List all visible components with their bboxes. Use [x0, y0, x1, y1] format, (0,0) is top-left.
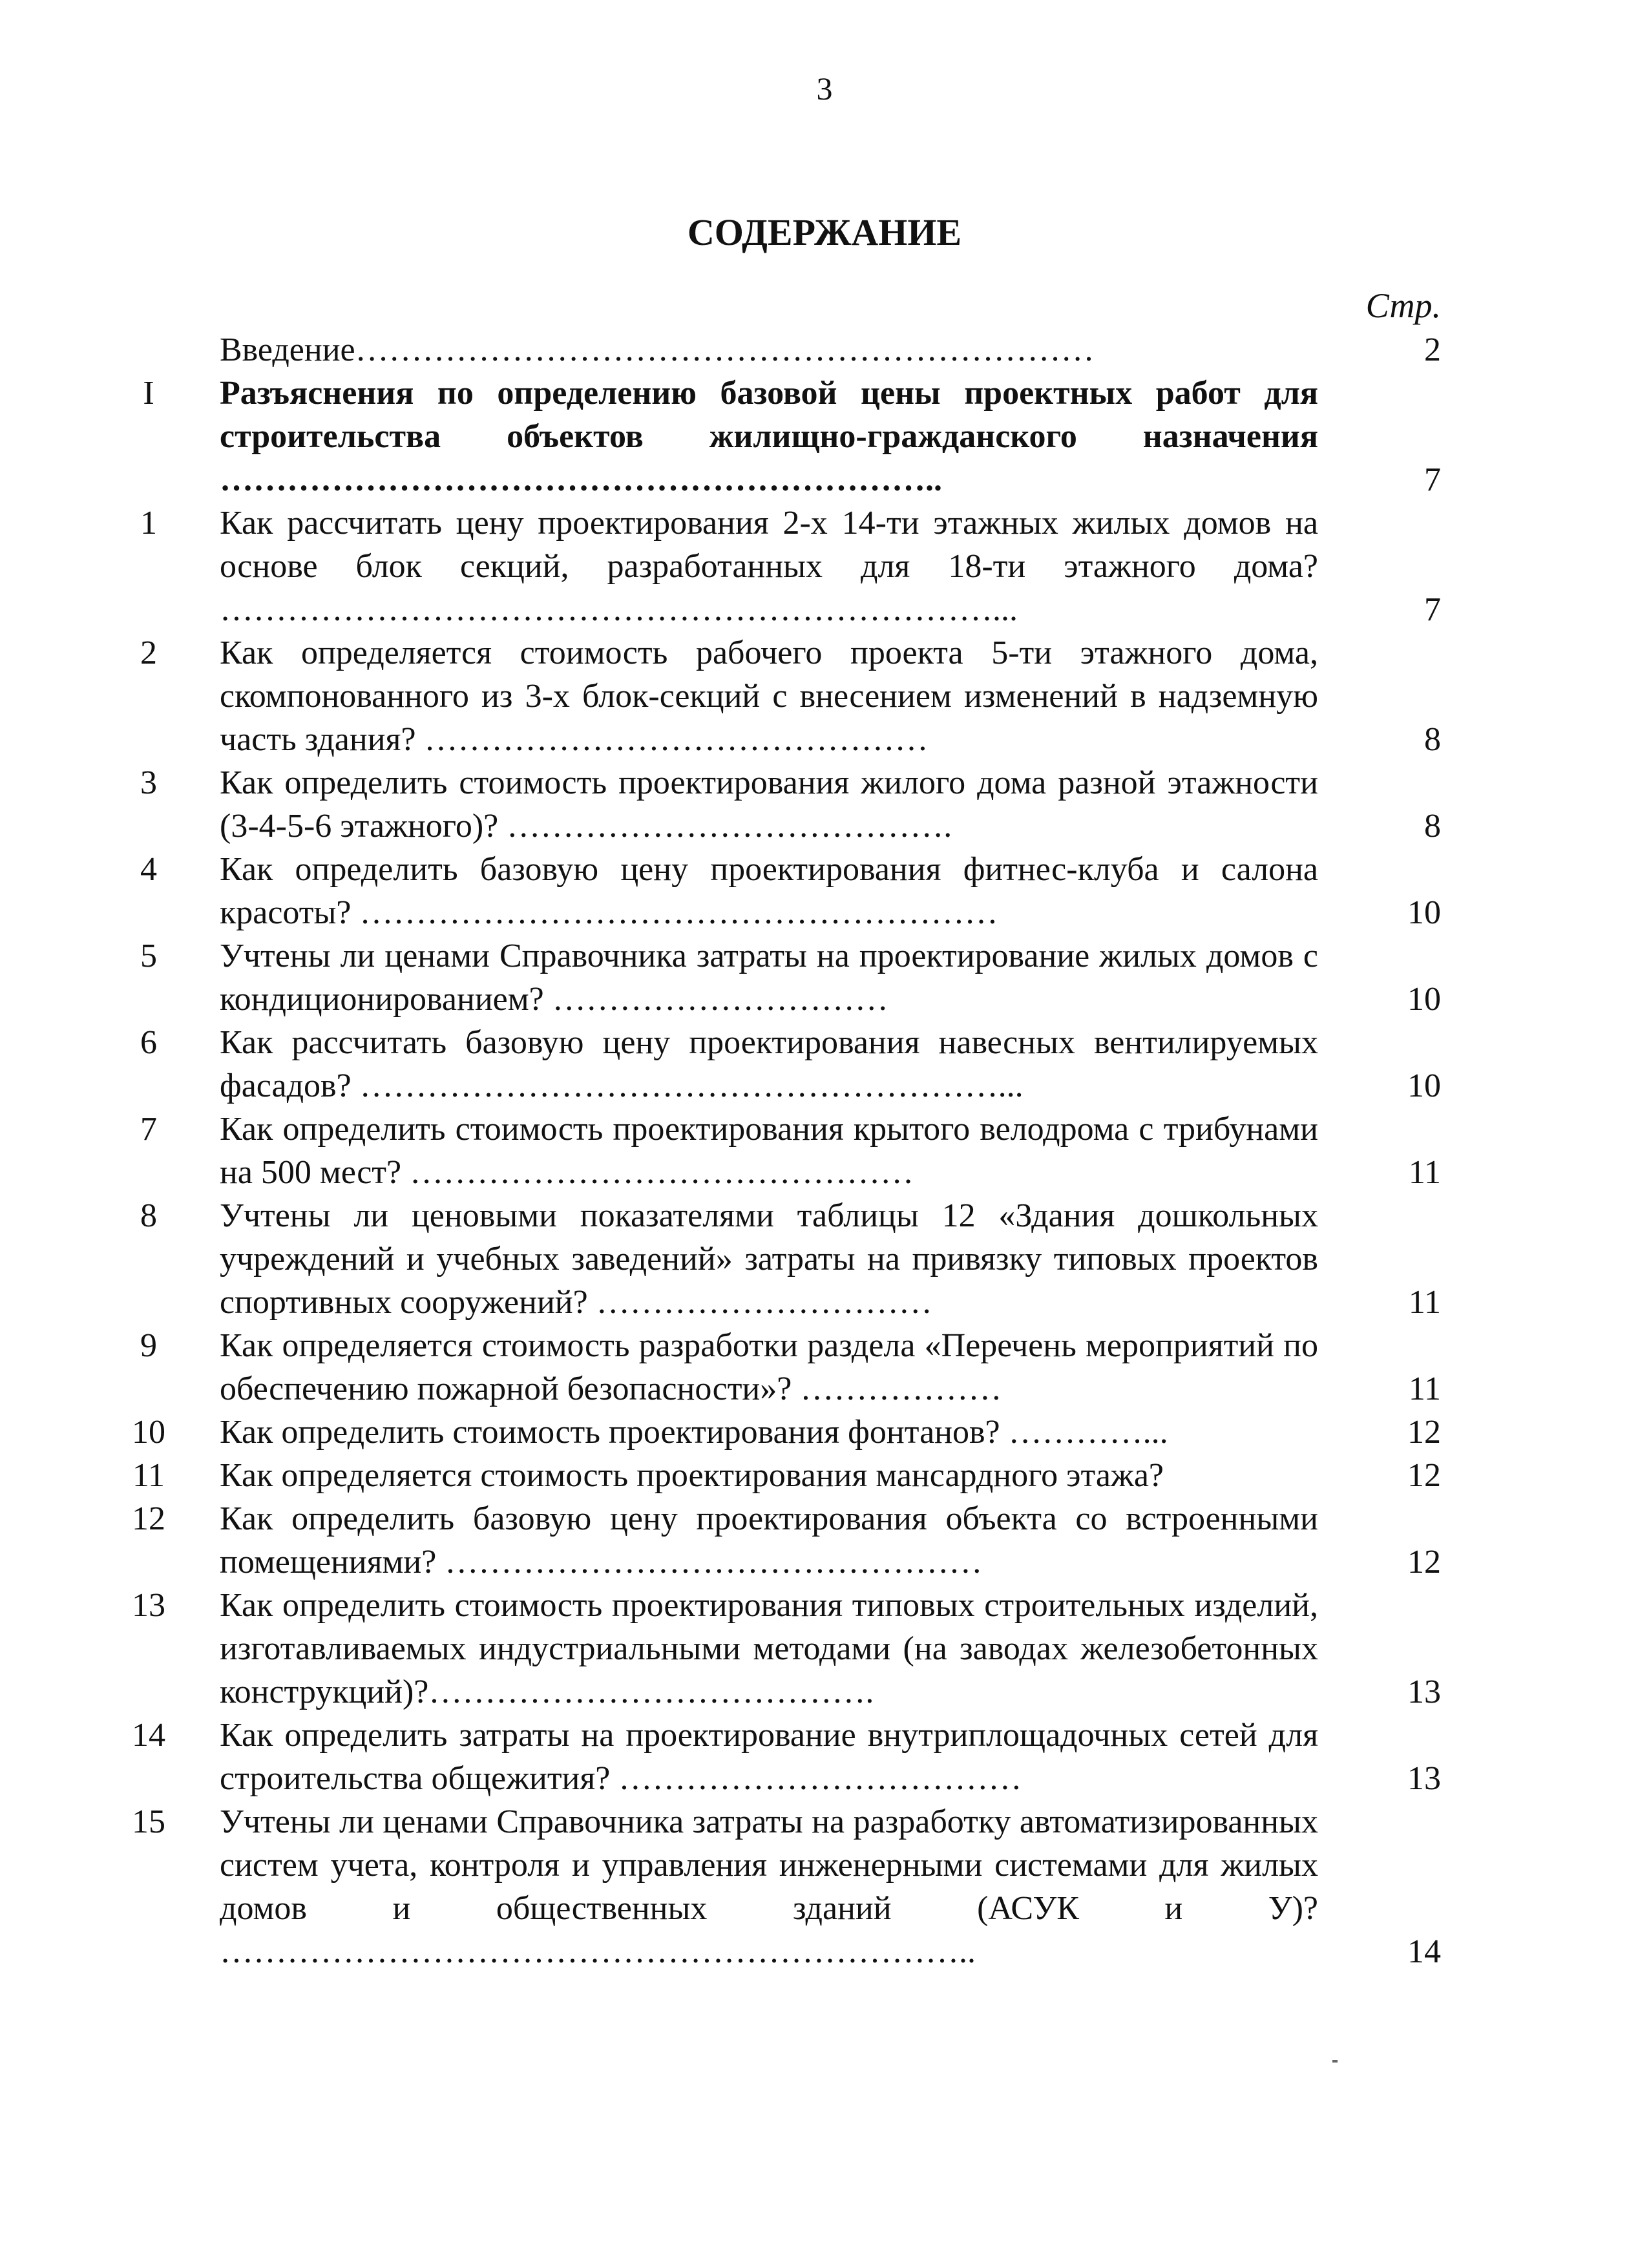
toc-entry-text: Разъяснения по определению базовой цены проектных работ для строительства объектов жилищно-гражданского назначения ……………………………………………………….. [220, 375, 1318, 498]
toc-title: СОДЕРЖАНИЕ [687, 211, 962, 253]
scan-speck [1332, 2060, 1338, 2063]
toc-entry-number: 11 [132, 1457, 165, 1494]
toc-entry-text: Как определить стоимость проектирования типовых строительных изделий, изготавливаемых индустриальными методами (на заводах железобетонных конструкций)?…………………………………. [220, 1587, 1318, 1710]
toc-entry-text: Учтены ли ценами Справочника затраты на разработку автоматизированных систем учета, контроля и управления инженерными системами для жилых домов и общественных зданий (АСУК и У)? ………………………………………………………….. [220, 1803, 1318, 1970]
toc-entry-text: Как рассчитать базовую цену проектирования навесных вентилируемых фасадов? …………………………………………………... [220, 1024, 1318, 1104]
toc-entry-number: 13 [132, 1587, 165, 1624]
toc-entry-text: Как определяется стоимость проектирования мансардного этажа? [220, 1457, 1164, 1494]
toc-entry-page: 12 [1407, 1457, 1441, 1494]
toc-entry-text: Учтены ли ценами Справочника затраты на проектирование жилых домов с кондиционированием? ………………………… [220, 938, 1318, 1018]
toc-entry-number: 5 [140, 938, 157, 974]
toc-entry-text: Как определить затраты на проектирование внутриплощадочных сетей для строительства общежития? ……………………………… [220, 1717, 1318, 1797]
toc-entry-page: 10 [1407, 1067, 1441, 1104]
toc-entry-number: 4 [140, 851, 157, 888]
page-column-label: Стр. [1365, 286, 1441, 325]
toc-entry-page: 7 [1424, 591, 1441, 628]
toc-entry-number: 14 [132, 1717, 165, 1754]
toc-entry-page: 8 [1424, 808, 1441, 845]
toc-entry-page: 12 [1407, 1544, 1441, 1580]
toc-entry-number: 12 [132, 1500, 165, 1537]
toc-entry-text: Как определить базовую цену проектирования фитнес-клуба и салона красоты? ………………………………………………… [220, 851, 1318, 931]
toc-entry-number: 1 [140, 505, 157, 541]
toc-entry-number: 15 [132, 1803, 165, 1840]
toc-entry-text: Как определить стоимость проектирования фонтанов? …………... [220, 1414, 1168, 1451]
toc-entry-text: Как рассчитать цену проектирования 2-х 14-ти этажных жилых домов на основе блок секций, разработанных для 18-ти этажного дома? ……………………………………………………………... [220, 505, 1318, 628]
toc-entry-number: 7 [140, 1111, 157, 1148]
toc-entry-text: Как определить стоимость проектирования крытого велодрома с трибунами на 500 мест? ……………………………………… [220, 1111, 1318, 1191]
toc-entry-number: 9 [140, 1327, 157, 1364]
toc-entry-page: 13 [1407, 1674, 1441, 1710]
toc-entry-number: 2 [140, 635, 157, 671]
toc-entry-page: 11 [1408, 1154, 1441, 1191]
toc-entry-page: 11 [1408, 1370, 1441, 1407]
toc-entry-page: 11 [1408, 1284, 1441, 1321]
toc-entry-text: Как определяется стоимость разработки раздела «Перечень мероприятий по обеспечению пожарной безопасности»? ……………… [220, 1327, 1318, 1407]
toc-entry-number: 3 [140, 764, 157, 801]
toc-entry-page: 13 [1407, 1760, 1441, 1797]
toc-entry-page: 8 [1424, 721, 1441, 758]
page-number: 3 [816, 70, 833, 107]
toc-entry-text: Как определяется стоимость рабочего проекта 5-ти этажного дома, скомпонованного из 3-х блок-секций с внесением изменений в надземную часть здания? ……………………………………… [220, 635, 1318, 758]
toc-entry-number: 10 [132, 1414, 165, 1451]
toc-entry-number: 6 [140, 1024, 157, 1061]
toc-entry-page: 7 [1424, 461, 1441, 498]
toc-entry-page: 10 [1407, 981, 1441, 1018]
toc-entry-page: 2 [1424, 331, 1441, 368]
toc-entry-page: 10 [1407, 894, 1441, 931]
toc-entry-text: Введение………………………………………………………… [220, 331, 1095, 368]
toc-entry-page: 12 [1407, 1414, 1441, 1451]
toc-entry-text: Учтены ли ценовыми показателями таблицы 12 «Здания дошкольных учреждений и учебных заведений» затраты на привязку типовых проектов спортивных сооружений? ………………………… [220, 1197, 1318, 1321]
toc-entry-text: Как определить базовую цену проектирования объекта со встроенными помещениями? ………………………………………… [220, 1500, 1318, 1580]
toc-entry-page: 14 [1407, 1933, 1441, 1970]
toc-entry-number: 8 [140, 1197, 157, 1234]
toc-entry-text: Как определить стоимость проектирования жилого дома разной этажности (3-4-5-6 этажного)? …………………………………. [220, 764, 1318, 845]
toc-entry-number: I [143, 375, 154, 412]
